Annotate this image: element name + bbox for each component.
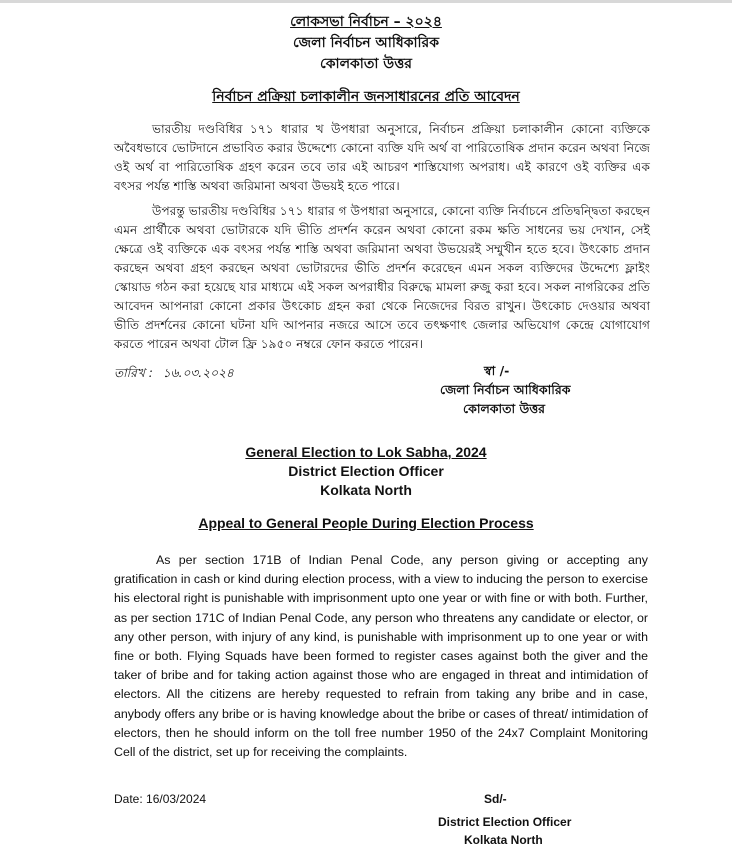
en-heading-officer: District Election Officer	[288, 463, 444, 479]
en-signatory-title: District Election Officer	[438, 815, 572, 829]
bn-heading-election: লোকসভা নির্বাচন – ২০২৪	[290, 14, 442, 30]
en-paragraph: As per section 171B of Indian Penal Code, any person giving or accepting any gratification in cash or kind during election process, with a view to inducing the person to exercise his electoral right is punishable with imprisonment upto one year or with fine or with both. Further, as per section 171C of Indian Penal Code, any person who threatens any candidate or elector, or any other person, with injury of any kind, is punishable with imprisonment up to one year or with fine or both. Flying Squads have been formed to register cases against both the giver and the taker of bribe and for taking action against those who are engaged in threat and intimidation of electors. All the citizens are hereby requested to refrain from taking any bribe and in case, anybody offers any bribe or is having knowledge about the bribe or cases of threat/ intimidation of electors, then he should inform on the toll free number 1950 of the 24x7 Complaint Monitoring Cell of the district, set up for receiving the complaints.	[114, 553, 648, 760]
en-date: Date: 16/03/2024	[114, 792, 207, 806]
bn-appeal-title: নির্বাচন প্রক্রিয়া চলাকালীন জনসাধারনের প্রতি আবেদন	[212, 89, 520, 105]
bn-heading-officer: জেলা নির্বাচন আধিকারিক	[292, 35, 440, 51]
bn-heading-place: কোলকাতা উত্তর	[320, 56, 412, 72]
en-appeal-title: Appeal to General People During Election Process	[198, 515, 534, 531]
en-heading-place: Kolkata North	[320, 482, 412, 498]
bn-signatory-title: জেলা নির্বাচন আধিকারিক	[440, 382, 571, 397]
en-sd: Sd/-	[484, 792, 507, 806]
bn-paragraph-1: ভারতীয় দণ্ডবিধির ১৭১ ধারার খ উপধারা অনুসারে, নির্বাচন প্রক্রিয়া চলাকালীন কোনো ব্যক্তিকে অবৈধভাবে ভোটদানে প্রভাবিত করার উদ্দেশ্যে কোনো ব্যক্তি যদি অর্থ বা পারিতোষিক প্রদান করেন অথবা নিজে ওই অর্থ বা পারিতোষিক গ্রহণ করেন তবে তার এই আচরণ শাস্তিযোগ্য অপরাধ। এই কারণে ওই ব্যক্তির এক বৎসর পর্যন্ত শাস্তি অথবা জরিমানা অথবা উভয়ই হতে পারে।	[114, 122, 650, 193]
en-heading-election: General Election to Lok Sabha, 2024	[245, 444, 487, 460]
bn-date-line	[114, 364, 234, 383]
en-signatory-place: Kolkata North	[464, 833, 543, 847]
bn-date-label: তারিখ :	[114, 366, 153, 380]
bn-paragraph-2: উপরন্তু ভারতীয় দণ্ডবিধির ১৭১ ধারার গ উপধারা অনুসারে, কোনো ব্যক্তি নির্বাচনে প্রতিদ্বন্দ্বিতা করছেন এমন প্রার্থীকে অথবা ভোটারকে যদি ভীতি প্রদর্শন করেন অথবা কোনো রকম ক্ষতি সাধনের ভয় দেখান, সেই ক্ষেত্রে ওই ব্যক্তিকে এক বৎসর পর্যন্ত শাস্তি অথবা জরিমানা অথবা উভয়েরই সম্মুখীন হতে হবে। উৎকোচ প্রদান করছেন অথবা গ্রহণ করছেন অথবা ভোটারদের ভীতি প্রদর্শন করেছেন এমন সকল ব্যক্তিদের উদ্দেশ্যে ফ্লাইং স্কোয়াড গঠন করা হয়েছে যার মাধ্যমে এই সকল অপরাধীর বিরুদ্ধে মামলা রুজু করা হবে। সকল নাগরিকের প্রতি আবেদন আপনারা কোনো প্রকার উৎকোচ গ্রহন করা থেকে নিজেদের বিরত রাখুন। উৎকোচ দেওয়ার অথবা ভীতি প্রদর্শনের কোনো ঘটনা যদি আপনার নজরে আসে তবে তৎক্ষণাৎ জেলার অভিযোগ কেন্দ্রে যোগাযোগ করতে পারেন অথবা টোল ফ্রি ১৯৫০ নম্বরে ফোন করতে পারেন।	[114, 204, 650, 351]
bn-signatory-place: কোলকাতা উত্তর	[463, 401, 546, 416]
bn-sd: স্বা /-	[484, 363, 510, 378]
bn-date-value: ১৬.০৩.২০২৪	[162, 366, 234, 380]
top-border	[0, 0, 732, 3]
